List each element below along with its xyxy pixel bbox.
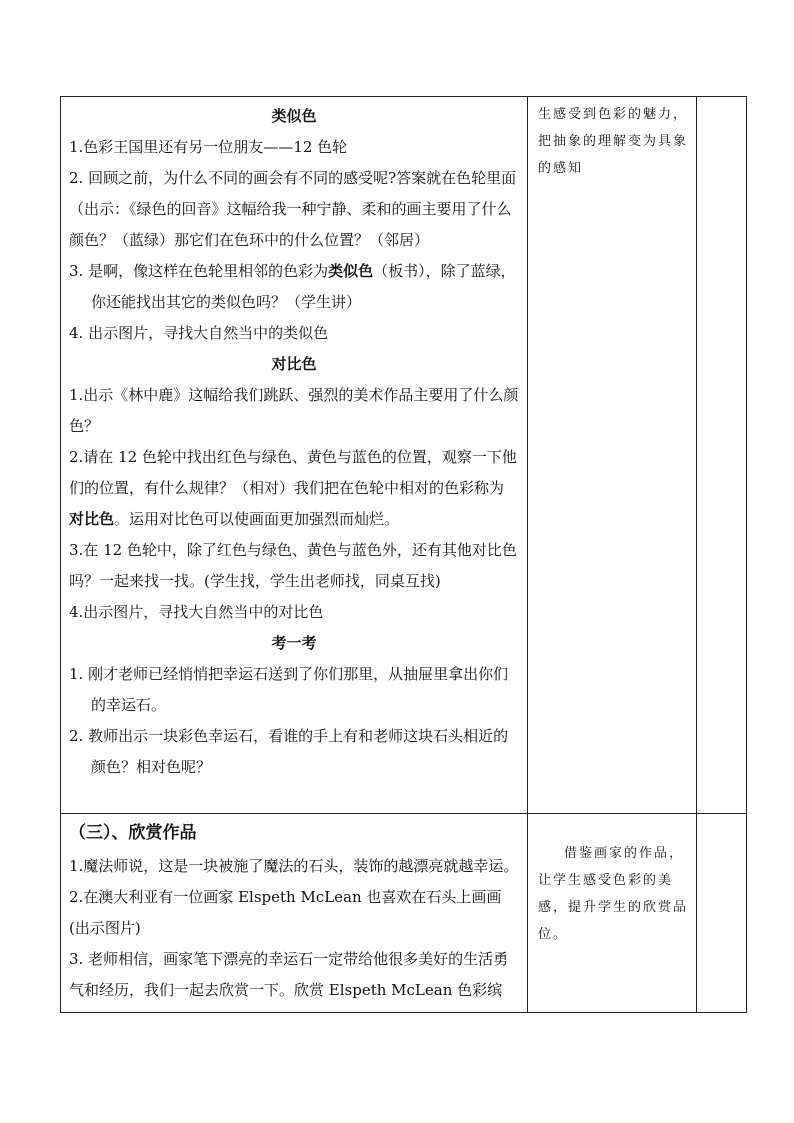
- section-title: （三）、欣赏作品: [69, 823, 197, 843]
- notes-cell: [697, 97, 747, 814]
- keyword-similar: 类似色: [328, 262, 374, 280]
- text-segment: （板书），除了蓝绿，你还能找出其它的类似色吗？（学生讲）: [91, 262, 516, 311]
- list-item: 2. 教师出示一块彩色幸运石，看谁的手上有和老师这块石头相近的颜色？相对色呢？: [69, 727, 509, 776]
- table-row: [61, 814, 747, 1013]
- purpose-cell: [528, 814, 697, 1013]
- list-item: 3.在 12 色轮中，除了红色与绿色、黄色与蓝色外，还有其他对比色吗？一起来找一找。(学生找，学生出老师找，同桌互找): [69, 541, 517, 590]
- side-note: 生感受到色彩的魅力，把抽象的理解变为具象的感知: [538, 107, 689, 176]
- list-item: 2.在澳大利亚有一位画家 Elspeth McLean 也喜欢在石头上画画(出示图片): [69, 888, 502, 937]
- notes-cell: [697, 814, 747, 1013]
- list-item: [69, 442, 519, 535]
- keyword-contrast: 对比色: [69, 510, 115, 528]
- lesson-plan-table: [60, 96, 747, 1013]
- text-segment: 。运用对比色可以使画面更加强烈而灿烂。: [114, 510, 400, 528]
- list-item: （出示：《绿色的回音》这幅给我一种宁静、柔和的画主要用了什么颜色？（蓝绿）那它们在色环中的什么位置？（邻居）: [69, 200, 512, 249]
- list-item: 4. 出示图片，寻找大自然当中的类似色: [69, 324, 329, 342]
- list-item: 1.魔法师说，这是一块被施了魔法的石头，装饰的越漂亮就越幸运。: [69, 857, 519, 875]
- list-item: 1.色彩王国里还有另一位朋友——12 色轮: [69, 138, 348, 156]
- side-note-line: 让学生感受色彩的美感，提升学生的欣赏品位。: [538, 873, 689, 942]
- table-row: [61, 97, 747, 814]
- list-item: 4.出示图片，寻找大自然当中的对比色: [69, 603, 324, 621]
- list-item: 3. 老师相信，画家笔下漂亮的幸运石一定带给他很多美好的生活勇气和经历，我们一起去欣赏一下。欣赏 Elspeth McLean 色彩缤: [69, 950, 509, 999]
- list-item: 1.出示《林中鹿》这幅给我们跳跃、强烈的美术作品主要用了什么颜色？: [69, 386, 519, 435]
- heading-contrast-colors: 对比色: [271, 355, 317, 373]
- list-item: 2. 回顾之前，为什么不同的画会有不同的感受呢?答案就在色轮里面: [69, 169, 517, 187]
- text-segment: 2.请在 12 色轮中找出红色与绿色、黄色与蓝色的位置，观察一下他们的位置，有什么规律？（相对）我们把在色轮中相对的色彩称为: [69, 448, 517, 497]
- side-note: [528, 814, 696, 948]
- text-segment: 3. 是啊，像这样在色轮里相邻的色彩为: [69, 262, 329, 280]
- process-cell: [61, 97, 528, 814]
- heading-test: 考一考: [271, 634, 317, 652]
- list-item: 1. 刚才老师已经悄悄把幸运石送到了你们那里，从抽屉里拿出你们的幸运石。: [69, 665, 509, 714]
- side-note-line: 借鉴画家的作品，: [564, 846, 685, 861]
- heading-similar-colors: 类似色: [271, 107, 317, 125]
- list-item: [69, 256, 519, 318]
- process-cell: [61, 814, 528, 1013]
- purpose-cell: [528, 97, 697, 814]
